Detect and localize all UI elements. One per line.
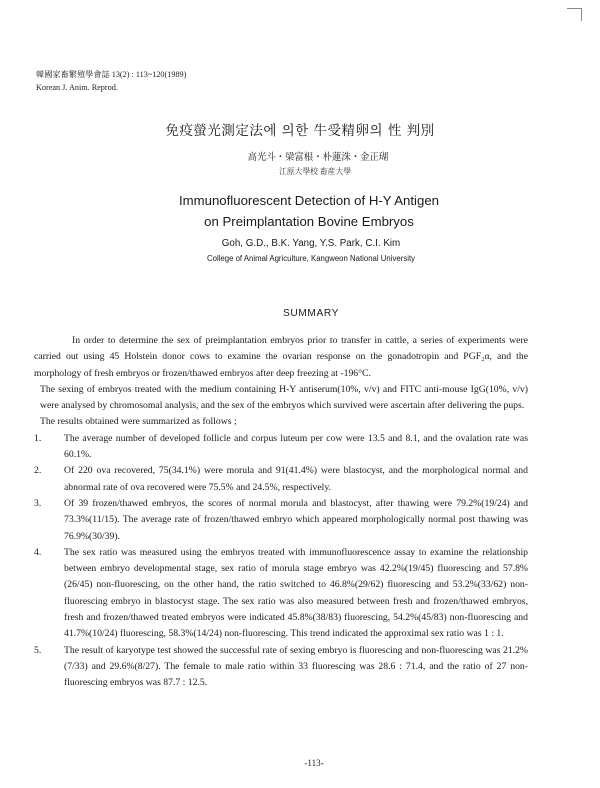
result-number: 2. bbox=[34, 465, 42, 477]
result-text: The result of karyotype test showed the successful rate of sexing embryo is fluorescing and non-fluorescing was 21.2%(7/33) and 29.6%(8/27). The female to male ratio within 33 fluorescing was 28.6 : 71.4, and the ratio of 27 non-fluorescing embryos was 87.7 : 12.5. bbox=[64, 644, 528, 689]
summary-paragraph-1: In order to determine the sex of preimplantation embryos prior to transfer in cattle, a series of experiments were carried out using 45 Holstein donor cows to examine the ovarian response on the gonadotropin and PGF₂α, and the morphology of fresh embryos or frozen/thawed embryos after deep freezing at -196°C. bbox=[34, 335, 528, 379]
result-text: The average number of developed follicle and corpus luteum per cow were 13.5 and 8.1, and the ovalation rate was 60.1%. bbox=[64, 432, 528, 461]
english-affiliation: College of Animal Agriculture, Kangweon National University bbox=[206, 254, 416, 263]
korean-affiliation: 江原大學校 畜産大學 bbox=[278, 167, 352, 176]
result-number: 1. bbox=[34, 432, 42, 444]
journal-citation-english: Korean J. Anim. Reprod. bbox=[36, 82, 118, 92]
result-number: 3. bbox=[34, 497, 42, 509]
page-number: -113- bbox=[304, 758, 324, 768]
journal-citation bbox=[36, 69, 186, 94]
summary-paragraph-3: The results obtained were summarized as follows ; bbox=[40, 416, 237, 428]
journal-citation-korean: 韓國家畜繁殖學會誌 13(2) : 113~120(1989) bbox=[36, 70, 187, 79]
scan-corner-mark bbox=[567, 8, 582, 21]
result-item bbox=[34, 496, 528, 545]
summary-heading: SUMMARY bbox=[282, 308, 340, 319]
result-item bbox=[34, 643, 528, 692]
result-text: Of 220 ova recovered, 75(34.1%) were morula and 91(41.4%) were blastocyst, and the morphological normal and abnormal rate of ova recovered were 75.5% and 24.5%, respectively. bbox=[64, 465, 528, 493]
result-item bbox=[34, 431, 528, 464]
english-authors: Goh, G.D., B.K. Yang, Y.S. Park, C.I. Kim bbox=[221, 238, 401, 249]
korean-authors: 高光斗・梁富根・朴蓮洙・金正瑚 bbox=[247, 152, 389, 163]
result-number: 4. bbox=[34, 546, 42, 558]
result-item bbox=[34, 545, 528, 643]
result-number: 5. bbox=[34, 644, 42, 656]
summary-paragraph-2: The sexing of embryos treated with the medium containing H-Y antiserum(10%, v/v) and FITC anti-mouse IgG(10%, v/v) were analysed by chromosomal analysis, and the sex of the embryos which survived were ascertain after delivering the pups. bbox=[40, 383, 528, 412]
english-title-line-1: Immunofluorescent Detection of H-Y Antigen bbox=[179, 193, 439, 208]
korean-title: 免疫螢光測定法에 의한 牛受精卵의 性 判別 bbox=[165, 123, 435, 139]
english-title-line-2: on Preimplantation Bovine Embryos bbox=[204, 213, 414, 229]
english-title bbox=[0, 191, 600, 232]
summary-body bbox=[34, 333, 528, 692]
result-text: The sex ratio was measured using the embryos treated with immunofluorescence assay to examine the relationship between embryo developmental stage, sex ratio of morula stage embryo was 42.2%(19/45) fluorescing and 57.8%(26/45) non-fluorescing, on the other hand, the ratio switched to 46.8%(29/62) fluorescing and 53.2%(33/62) non-fluorescing embryo in blastocyst stage. The sex ratio was also measured between fresh and frozen/thawed embryos, fresh and frozen/thawed treated embryos were indicated 45.8%(38/83) fluorescing, 54.2%(45/83) non-fluorescing and 41.7%(10/24) fluorescing, 58.3%(14/24) non-fluorescing. This trend indicated the approximal sex ratio was 1 : 1. bbox=[64, 546, 528, 640]
result-item bbox=[34, 463, 528, 496]
result-text: Of 39 frozen/thawed embryos, the scores of normal morula and blastocyst, after thawing were 79.2%(19/24) and 73.3%(11/15). The average rate of frozen/thawed embryo which appeared morphologically normal post thawing was 76.9%(30/39). bbox=[64, 497, 528, 542]
results-list bbox=[34, 431, 528, 692]
